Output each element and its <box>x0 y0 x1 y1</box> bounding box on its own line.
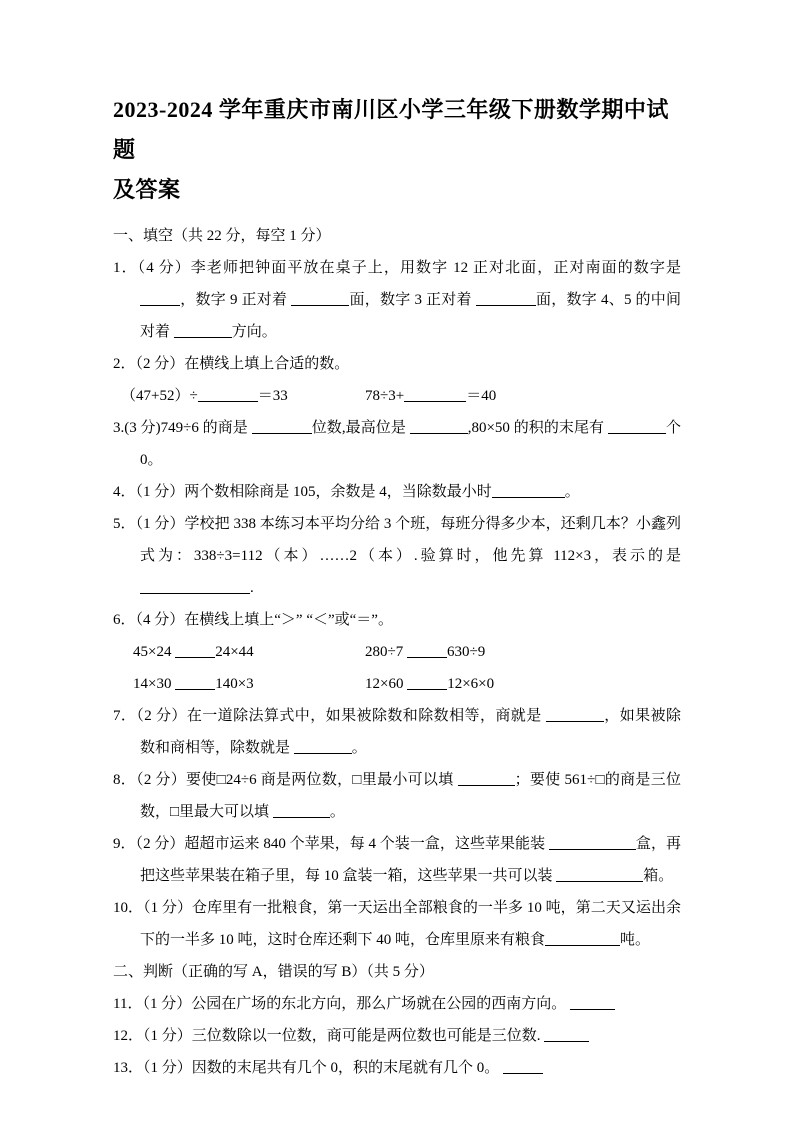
section-1-heading: 一、填空（共 22 分，每空 1 分） <box>113 228 331 244</box>
question-9: 9．（2 分）超超市运来 840 个苹果，每 4 个装一盒，这些苹果能装 盒，再把这些苹果装在箱子里，每 10 盒装一箱，这些苹果一共可以装 箱。 <box>113 836 681 884</box>
question-6-compare-row-2 <box>113 668 681 700</box>
equation-right: 78÷3+ ＝40 <box>365 388 497 404</box>
question-2: 2．（2 分）在横线上填上合适的数。 <box>113 356 350 372</box>
fill-in-blank <box>544 1027 589 1042</box>
document-title <box>113 90 681 210</box>
fill-in-blank <box>476 291 536 306</box>
question-10: 10．（1 分）仓库里有一批粮食，第一天运出全部粮食的一半多 10 吨，第二天又运出余下的一半多 10 吨，这时仓库还剩下 40 吨，仓库里原来有粮食 吨。 <box>113 900 681 948</box>
fill-in-blank <box>407 675 447 690</box>
fill-in-blank <box>546 707 604 722</box>
question-11: 11．（1 分）公园在广场的东北方向，那么广场就在公园的西南方向。 <box>113 988 681 1020</box>
fill-in-blank <box>608 419 666 434</box>
section-2-heading: 二、判断（正确的写 A，错误的写 B）（共 5 分） <box>113 964 434 980</box>
compare-pair-right: 280÷7 630÷9 <box>365 644 486 660</box>
fill-in-blank <box>174 323 232 338</box>
fill-in-blank <box>549 835 636 850</box>
title-line-1: 2023-2024 学年重庆市南川区小学三年级下册数学期中试题 <box>113 97 669 162</box>
fill-in-blank <box>492 483 565 498</box>
page-content <box>113 90 681 1084</box>
fill-in-blank <box>175 675 215 690</box>
question-8: 8．（2 分）要使□24÷6 商是两位数，□里最小可以填 ；要使 561÷□的商是三位数，□里最大可以填 。 <box>113 772 682 820</box>
title-line-2: 及答案 <box>113 177 181 202</box>
fill-in-blank <box>458 771 515 786</box>
compare-pair-left: 14×30 140×3 <box>133 676 254 692</box>
question-5: 5．（1 分）学校把 338 本练习本平均分给 3 个班，每班分得多少本，还剩几本？小鑫列式为：338÷3=112（本）……2（本）.验算时，他先算 112×3，表示的是 . <box>113 516 681 596</box>
fill-in-blank <box>570 995 615 1010</box>
fill-in-blank <box>291 291 349 306</box>
fill-in-blank <box>175 643 215 658</box>
fill-in-blank <box>556 867 643 882</box>
question-4: 4．（1 分）两个数相除商是 105，余数是 4，当除数最小时 。 <box>113 484 580 500</box>
question-13: 13．（1 分）因数的末尾共有几个 0，积的末尾就有几个 0。 <box>113 1052 681 1084</box>
equation-left: （47+52）÷ ＝33 <box>121 388 288 404</box>
question-3: 3.(3 分)749÷6 的商是 位数,最高位是 ,80×50 的积的末尾有 个 0。 <box>113 420 681 468</box>
fill-in-blank <box>252 419 312 434</box>
compare-pair-left: 45×24 24×44 <box>133 644 254 660</box>
compare-pair-right: 12×60 12×6×0 <box>365 676 495 692</box>
question-2-equations <box>113 380 681 412</box>
fill-in-blank <box>140 291 180 306</box>
fill-in-blank <box>410 419 468 434</box>
question-6: 6．（4 分）在横线上填上“＞” “＜”或“＝”。 <box>113 612 393 628</box>
fill-in-blank <box>404 387 466 402</box>
question-7: 7．（2 分）在一道除法算式中，如果被除数和除数相等，商就是 ，如果被除数和商相等，除数就是 。 <box>113 708 681 756</box>
fill-in-blank <box>545 931 620 946</box>
question-12: 12．（1 分）三位数除以一位数，商可能是两位数也可能是三位数. <box>113 1020 681 1052</box>
fill-in-blank <box>140 579 250 594</box>
fill-in-blank <box>273 803 330 818</box>
fill-in-blank <box>198 387 258 402</box>
fill-in-blank <box>294 739 352 754</box>
question-1: 1．（4 分）李老师把钟面平放在桌子上，用数字 12 正对北面，正对南面的数字是 ，数字 9 正对着 面，数字 3 正对着 面，数字 4、5 的中间对着 方向。 <box>113 260 681 340</box>
question-6-compare-row-1 <box>113 636 681 668</box>
fill-in-blank <box>503 1059 543 1074</box>
fill-in-blank <box>407 643 447 658</box>
